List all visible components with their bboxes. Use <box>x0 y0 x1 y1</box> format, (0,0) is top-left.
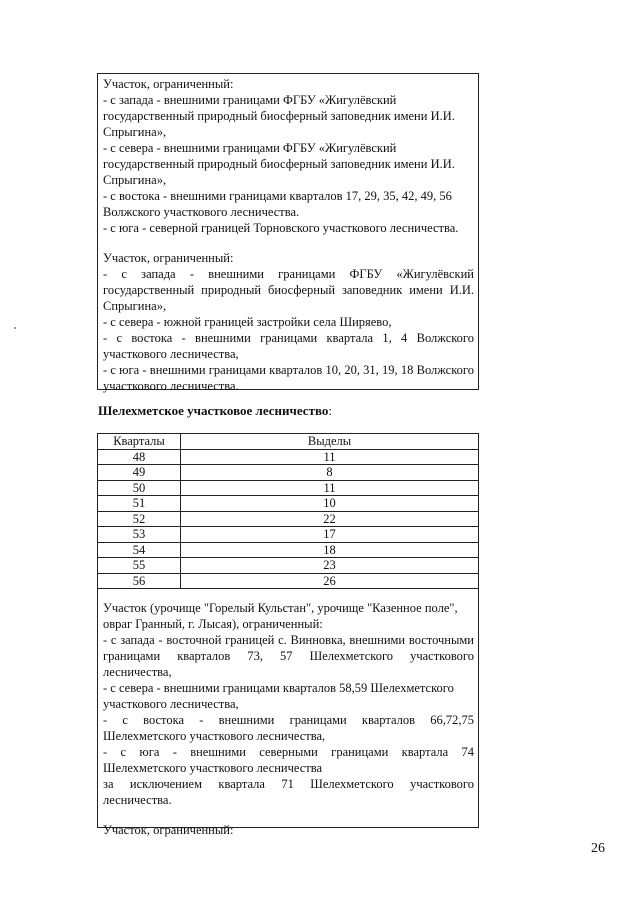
plot-cell: 11 <box>181 449 479 465</box>
plot-cell: 18 <box>181 542 479 558</box>
table-row <box>98 558 479 574</box>
quarter-cell: 53 <box>98 527 181 543</box>
plot-cell: 23 <box>181 558 479 574</box>
table-row <box>98 511 479 527</box>
text-line: - с севера - внешними границами кварталов 58,59 Шелехметского участкового лесничества, <box>103 681 454 711</box>
text-line: - с востока - внешними границами кварталов 66,72,75 Шелехметского участкового лесничества, <box>103 713 474 743</box>
text-line: - с севера - южной границей застройки села Ширяево, <box>103 315 392 329</box>
table-row <box>98 449 479 465</box>
text-line: - с востока - внешними границами квартала 1, 4 Волжского участкового лесничества, <box>103 331 474 361</box>
column-header-quarters: Кварталы <box>98 434 181 450</box>
text-line: Участок, ограниченный: <box>103 823 234 837</box>
section-colon: : <box>328 403 333 418</box>
quarter-cell: 52 <box>98 511 181 527</box>
plot-cell: 8 <box>181 465 479 481</box>
boundary-description-box-1 <box>97 73 479 393</box>
quarter-cell: 54 <box>98 542 181 558</box>
boundary-description-box-2 <box>97 586 479 837</box>
table-row <box>98 465 479 481</box>
section-heading <box>98 403 332 419</box>
plot-cell: 10 <box>181 496 479 512</box>
table-row <box>98 480 479 496</box>
quarter-cell: 48 <box>98 449 181 465</box>
table-header-row <box>98 434 479 450</box>
text-line: - с запада - восточной границей с. Винновка, внешними восточными границами кварталов 73, 57 Шелехметского участкового лесничества, <box>103 633 474 679</box>
text-line: - с юга - внешними северными границами квартала 74 Шелехметского участкового лесничества <box>103 745 474 775</box>
text-line: Участок (урочище "Горелый Кульстан", урочище "Казенное поле", овраг Гранный, г. Лысая), ограниченный: <box>103 601 458 631</box>
quarter-cell: 50 <box>98 480 181 496</box>
text-line: Участок, ограниченный: <box>103 251 234 265</box>
column-header-plots: Выделы <box>181 434 479 450</box>
quarter-cell: 55 <box>98 558 181 574</box>
table-row <box>98 527 479 543</box>
table-row <box>98 496 479 512</box>
plot-cell: 22 <box>181 511 479 527</box>
text-line: - с запада - внешними границами ФГБУ «Жигулёвский государственный природный биосферный заповедник имени И.И. Спрыгина», <box>103 267 474 313</box>
section-title: Шелехметское участковое лесничество <box>98 403 329 418</box>
text-line: за исключением квартала 71 Шелехметского участкового лесничества. <box>103 777 474 807</box>
page-number: 26 <box>591 841 605 856</box>
plot-cell: 17 <box>181 527 479 543</box>
scan-speck <box>14 327 16 329</box>
text-line: - с запада - внешними границами ФГБУ «Жигулёвский государственный природный биосферный заповедник имени И.И. Спрыгина», <box>103 93 455 139</box>
text-line: Участок, ограниченный: <box>103 77 234 91</box>
quarter-cell: 56 <box>98 573 181 589</box>
quarter-cell: 49 <box>98 465 181 481</box>
text-line: - с севера - внешними границами ФГБУ «Жигулёвский государственный природный биосферный заповедник имени И.И. Спрыгина», <box>103 141 455 187</box>
text-line: - с юга - северной границей Торновского участкового лесничества. <box>103 221 459 235</box>
plot-cell: 11 <box>181 480 479 496</box>
quarters-table <box>97 433 479 589</box>
plot-cell: 26 <box>181 573 479 589</box>
text-line: - с востока - внешними границами кварталов 17, 29, 35, 42, 49, 56 Волжского участкового лесничества. <box>103 189 452 219</box>
table-row <box>98 542 479 558</box>
text-line: - с юга - внешними границами кварталов 10, 20, 31, 19, 18 Волжского участкового лесничества. <box>103 363 474 393</box>
quarter-cell: 51 <box>98 496 181 512</box>
